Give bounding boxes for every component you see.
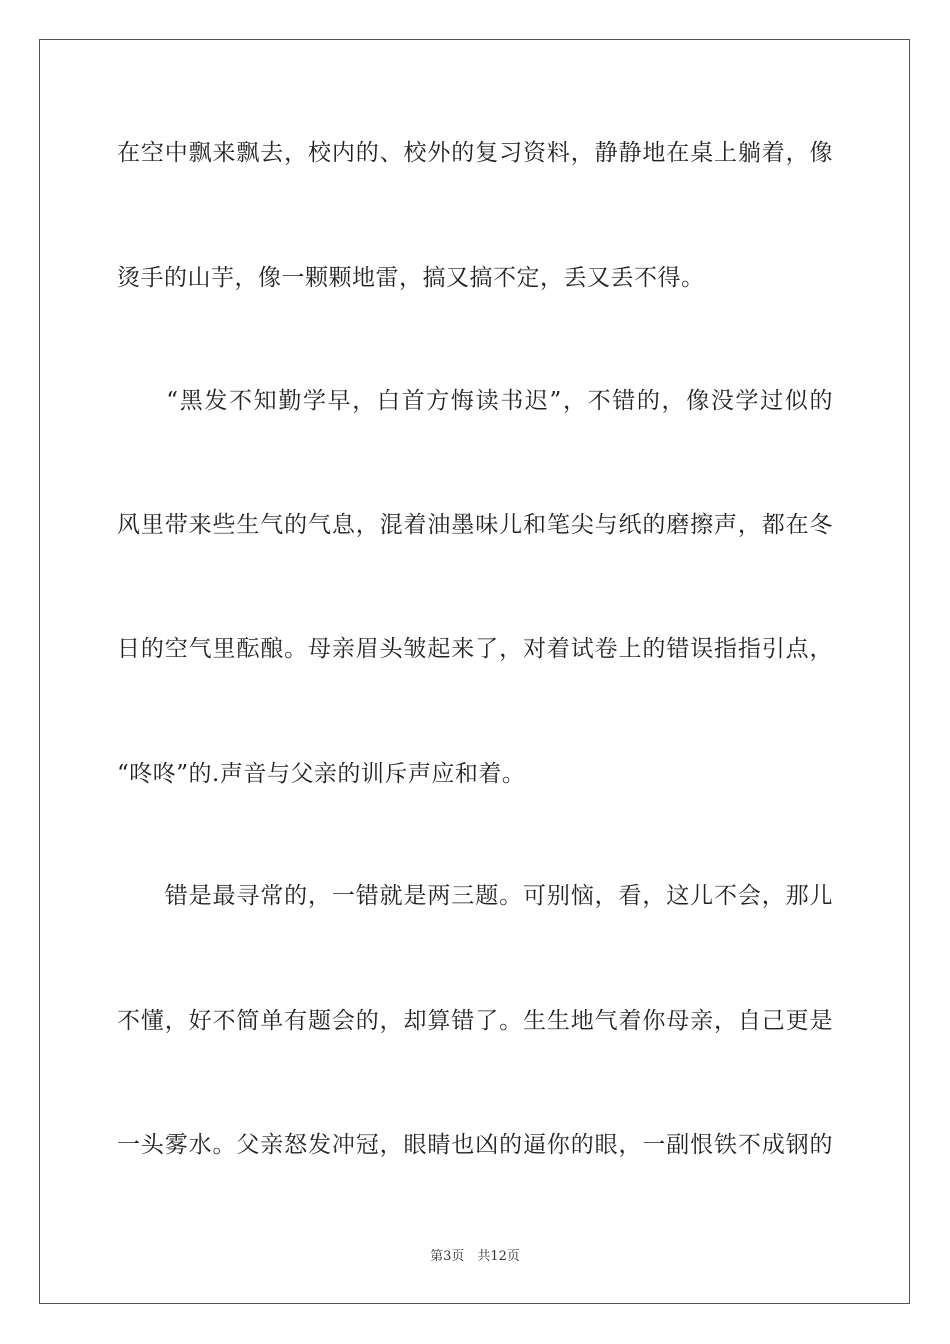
text-line-9: 一头雾水。父亲怒发冲冠，眼睛也凶的逼你的眼，一副恨铁不成钢的 [117,1132,833,1158]
text-line-1: 在空中飘来飘去，校内的、校外的复习资料，静静地在桌上躺着，像 [117,140,833,166]
text-line-4: 风里带来些生气的气息，混着油墨味儿和笔尖与纸的磨擦声，都在冬 [117,512,833,538]
page-number-footer: 第3页 共12页 [430,1249,520,1264]
text-line-8: 不懂，好不简单有题会的，却算错了。生生地气着你母亲，自己更是 [117,1008,833,1034]
page-frame [39,39,910,1304]
text-line-7: 错是最寻常的，一错就是两三题。可别恼，看，这儿不会，那儿 [117,883,833,909]
text-line-5: 日的空气里酝酿。母亲眉头皱起来了，对着试卷上的错误指指引点， [117,636,833,662]
text-line-3: “黑发不知勤学早，白首方悔读书迟”，不错的，像没学过似的 [117,388,833,414]
text-line-2: 烫手的山芋，像一颗颗地雷，搞又搞不定，丢又丢不得。 [117,265,705,291]
text-line-6: “咚咚”的.声音与父亲的训斥声应和着。 [117,761,526,787]
